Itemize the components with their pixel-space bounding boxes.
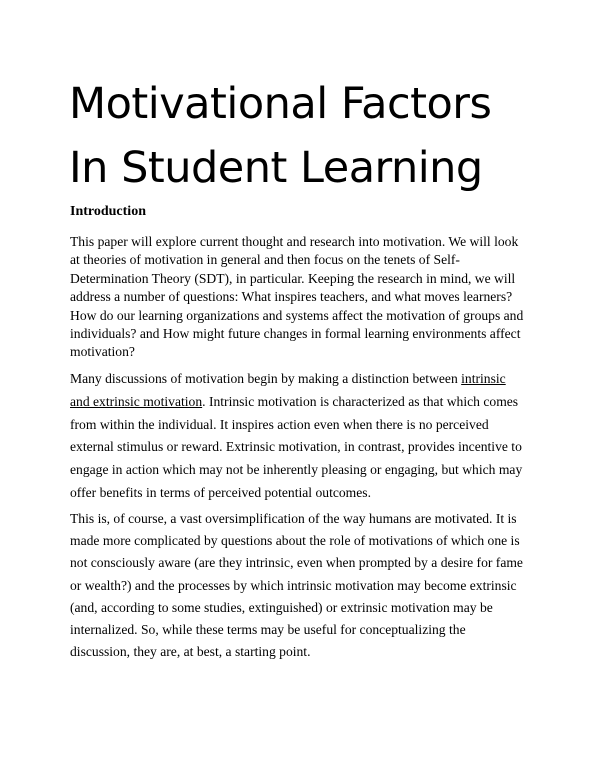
paragraph-line: from within the individual. It inspires action even when there is no perceived [70, 416, 489, 432]
section-heading-introduction: Introduction [70, 204, 146, 219]
intrinsic-extrinsic-link[interactable]: intrinsic [461, 371, 506, 386]
paragraph-text: Many discussions of motivation begin by making a distinction between [70, 371, 462, 386]
paragraph-line: made more complicated by questions about the role of motivations of which one is [70, 533, 520, 549]
paragraph-line: How do our learning organizations and systems affect the motivation of groups and [70, 307, 524, 323]
paragraph-text: . Intrinsic motivation is characterized as that which comes [202, 393, 519, 409]
title-line: Motivational Factors [69, 79, 492, 129]
paragraph-line [70, 368, 540, 391]
paragraph-line: (and, according to some studies, extinguished) or extrinsic motivation may be [70, 599, 493, 615]
paragraph-line: discussion, they are, at best, a starting point. [70, 644, 311, 660]
intrinsic-extrinsic-link[interactable]: and extrinsic motivation [70, 393, 203, 409]
paragraph-line: not consciously aware (are they intrinsic, even when prompted by a desire for fame [70, 555, 523, 571]
paragraph-line [70, 391, 540, 414]
paragraph-3 [70, 508, 540, 663]
paragraph-line: address a number of questions: What inspires teachers, and what moves learners? [70, 289, 513, 305]
paragraph-line: This paper will explore current thought and research into motivation. We will look [70, 234, 519, 249]
paragraph-line: at theories of motivation in general and then focus on the tenets of Self- [70, 252, 460, 268]
title-line: In Student Learning [69, 143, 483, 193]
paragraph-line: This is, of course, a vast oversimplification of the way humans are motivated. It is [70, 511, 517, 526]
paragraph-line: or wealth?) and the processes by which intrinsic motivation may become extrinsic [70, 577, 517, 593]
paragraph-line: individuals? and How might future changes in formal learning environments affect [70, 326, 521, 342]
paragraph-line: engage in action which may not be inherently pleasing or engaging, but which may [70, 462, 523, 478]
paragraph-line: Determination Theory (SDT), in particular. Keeping the research in mind, we will [70, 270, 516, 286]
paragraph-line: internalized. So, while these terms may be useful for conceptualizing the [70, 622, 466, 638]
document-title [69, 72, 569, 200]
paragraph-2 [70, 368, 540, 505]
paragraph-line: offer benefits in terms of perceived potential outcomes. [70, 484, 371, 500]
paragraph-line: motivation? [70, 344, 135, 360]
paragraph-line: external stimulus or reward. Extrinsic motivation, in contrast, provides incentive to [70, 439, 522, 455]
paragraph-1 [70, 233, 540, 362]
